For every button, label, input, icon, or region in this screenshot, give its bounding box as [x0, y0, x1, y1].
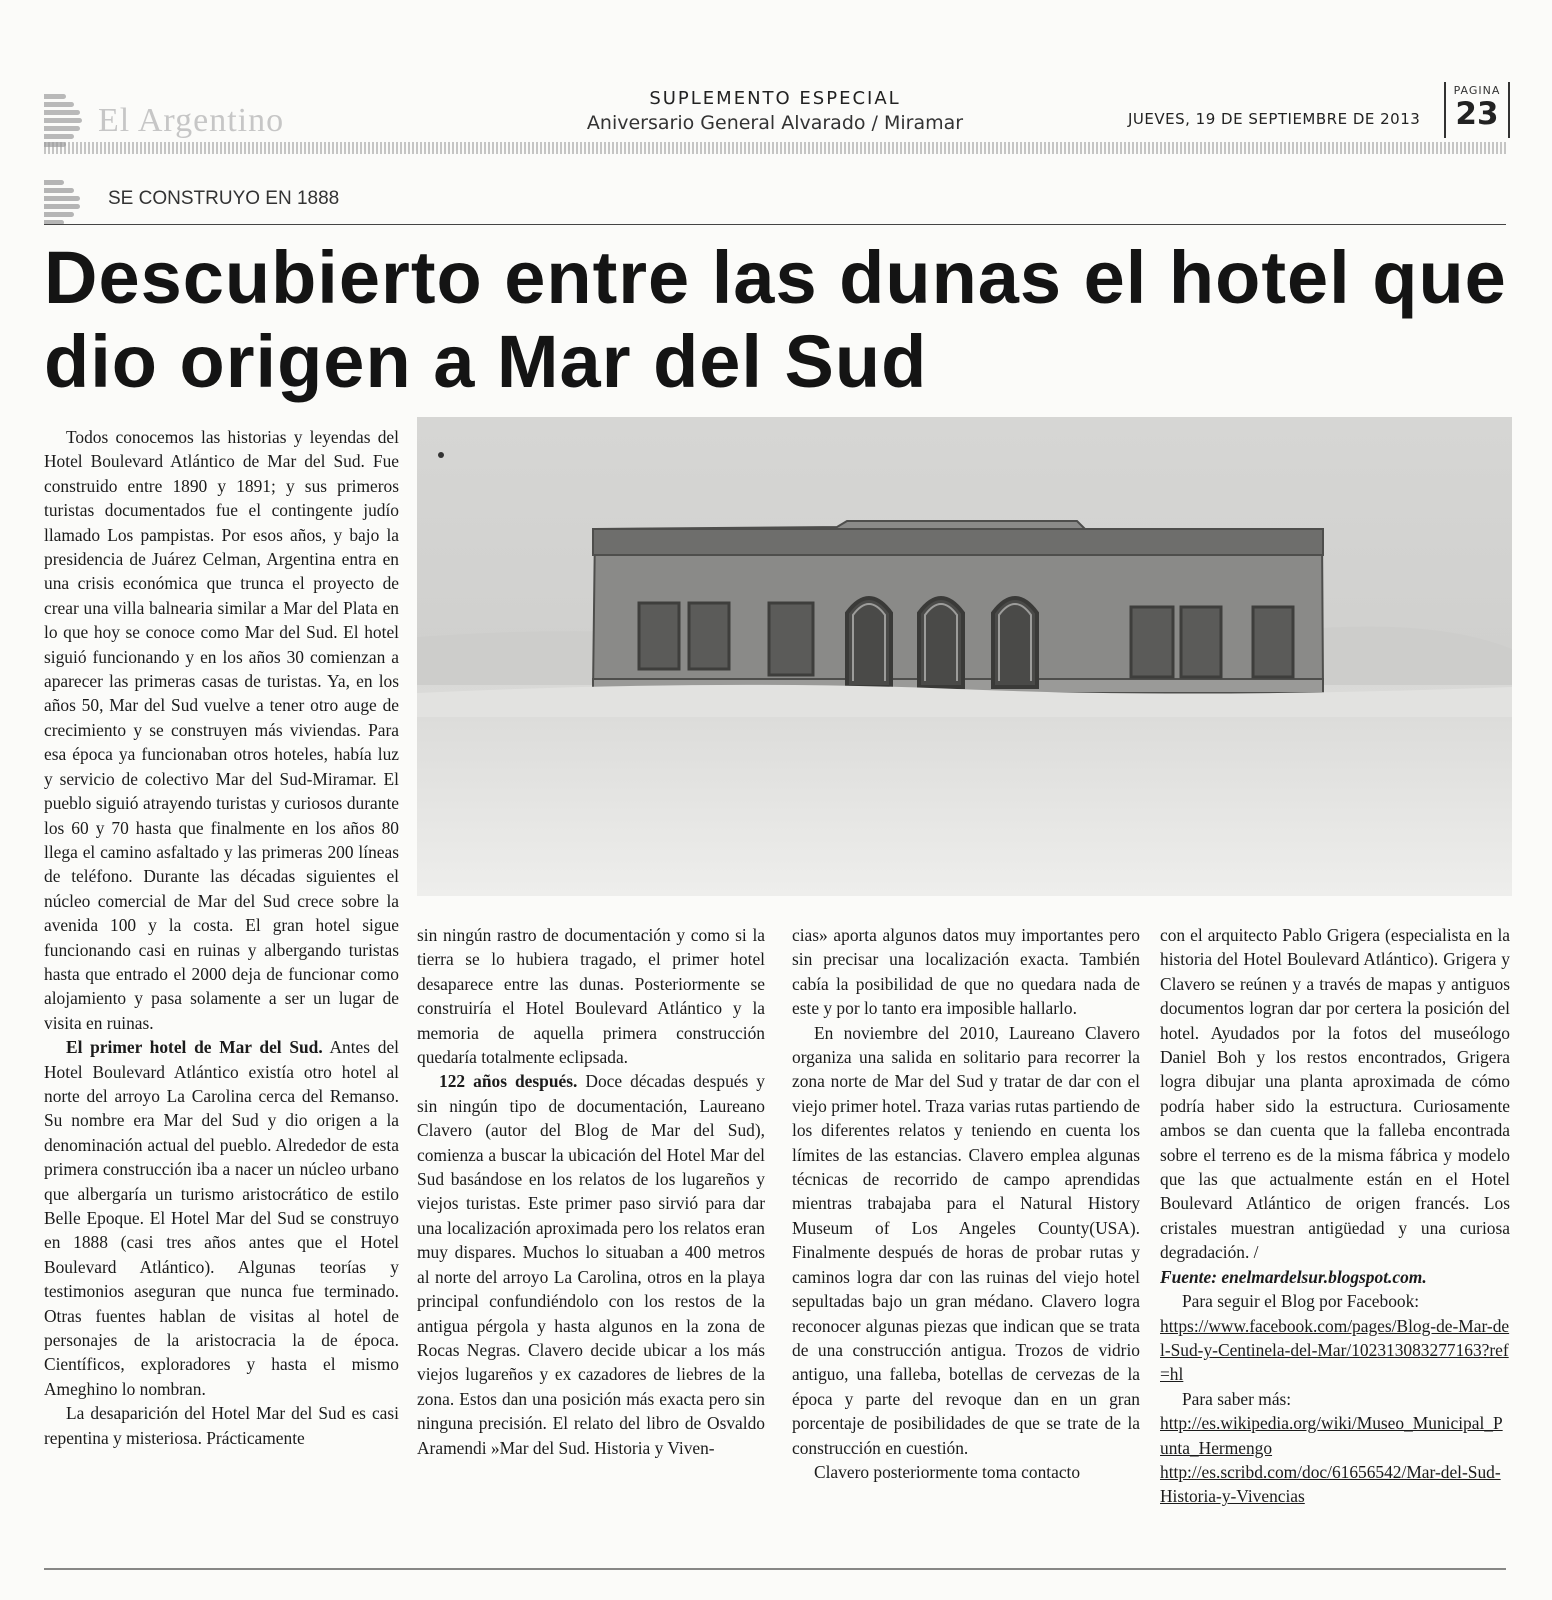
supplement-subtitle: Aniversario General Alvarado / Miramar	[586, 112, 964, 134]
article-column-1	[44, 425, 399, 1450]
column-3-paragraph-2: En noviembre del 2010, Laureano Clavero organiza una salida en solitario para recorrer la zona norte de Mar del Sud y tratar de dar con el viejo primer hotel. Traza varias rutas partiendo de los diferentes relatos y teniendo en cuenta los límites de las estancias. Clavero emplea algunas técnicas de recorrido de campo aprendidas mientras trabajaba para el Natural History Museum of Los Angeles County(USA). Finalmente después de horas de probar rutas y caminos logra dar con las ruinas del viejo hotel sepultadas bajo un gran médano. Clavero logra reconocer algunas piezas que indican que se trata de una construcción antigua. Trozos de vidrio antiguo, una falleba, botellas de cervezas de la época y parte del revoque dan en un gran porcentaje de posibilidades de que se trate de la construcción en cuestión.	[792, 1022, 1140, 1458]
page-label: PAGINA	[1453, 84, 1501, 97]
article-headline: Descubierto entre las dunas el hotel que dio origen a Mar del Sud	[44, 236, 1507, 403]
supplement-header	[565, 88, 985, 134]
column-1-paragraph-3: La desaparición del Hotel Mar del Sud es casi repentina y misteriosa. Prácticamente	[44, 1403, 399, 1448]
column-4-paragraph-1: con el arquitecto Pablo Grigera (especialista en la historia del Hotel Boulevard Atlántico). Grigera y Clavero se reúnen y a través de mapas y antiguos documentos logran dar por certera la posición del hotel. Ayudados por la fotos del museólogo Daniel Boh y los restos encontrados, Grigera logra dibujar una planta aproximada de cómo podría haber sido la estructura. Curiosamente ambos se dan cuenta que la falleba encontrada sobre el terreno es de la misma fábrica y modelo que las que actualmente están en el Hotel Boulevard Atlántico de origen francés. Los cristales muestran antigüedad y una curiosa degradación. /	[1160, 925, 1510, 1263]
scribd-link[interactable]: http://es.scribd.com/doc/61656542/Mar-del-Sud-Historia-y-Vivencias	[1160, 1461, 1501, 1507]
article-source: Fuente: enelmardelsur.blogspot.com.	[1160, 1266, 1427, 1287]
section-subhead-first-hotel: El primer hotel de Mar del Sud.	[66, 1037, 323, 1058]
header-divider	[44, 142, 1506, 154]
section-subhead-122-years: 122 años después.	[439, 1071, 578, 1092]
page-number-box	[1444, 82, 1510, 138]
facebook-label: Para seguir el Blog por Facebook:	[1182, 1291, 1420, 1312]
article-column-2	[417, 923, 765, 1460]
column-3-paragraph-1: cias» aporta algunos datos muy importantes pero sin precisar una localización exacta. También cabía la posibilidad de que no quedara nada de este y por lo tanto era imposible hallarlo.	[792, 925, 1140, 1019]
page-bottom-rule	[44, 1568, 1506, 1570]
column-1-paragraph-1: Todos conocemos las historias y leyendas del Hotel Boulevard Atlántico de Mar del Sud. Fue construido entre 1890 y 1891; y sus primeros turistas documentados fue el contingente judío llamado Los pampistas. Por esos años, y bajo la presidencia de Juárez Celman, Argentina entra en una crisis económica que trunca el proyecto de crear una villa balnearia similar a Mar del Plata en lo que hoy se conoce como Mar del Sud. El hotel siguió funcionando y en los años 30 comienzan a aparecer las primeras casas de turistas. Ya, en los años 50, Mar del Sud vuelve a tener otro auge de crecimiento y se construyen más viviendas. Para esa época ya funcionaban otros hoteles, había luz y servicio de colectivo Mar del Sud-Miramar. El pueblo siguió atrayendo turistas y curiosos durante los 60 y 70 hasta que finalmente en los años 80 llega el camino asfaltado y las primeras 200 líneas de teléfono. Durante las décadas siguientes el núcleo comercial de Mar del Sud crece sobre la avenida 100 y la costa. El gran hotel sigue funcionando casi en ruinas y albergando turistas hasta que entrado el 2000 deja de funcionar como alojamiento y pasa solamente a ser un lugar de visita en ruinas.	[44, 427, 399, 1033]
column-1-paragraph-2	[44, 1035, 399, 1401]
kicker-emblem-icon	[44, 178, 90, 226]
hotel-ruins-illustration	[417, 417, 1512, 896]
column-2-paragraph-2-body: Doce décadas después y sin ningún tipo de documentación, Laureano Clavero (autor del Blog de Mar del Sud), comienza a buscar la ubicación del Hotel Mar del Sud basándose en los relatos de los lugareños y viejos turistas. Este primer paso sirvió para dar una localización aproximada pero los relatos eran muy dispares. Muchos lo situaban a 400 metros al norte del arroyo La Carolina, otros en la playa principal confundiéndolo con los restos de la antigua pérgola y hasta algunos en la zona de Rocas Negras. Clavero decide ubicar a los más viejos lugareños y ex cazadores de liebres de la zona. Estos dan una posición más exacta pero sin ninguna precisión. El relato del libro de Osvaldo Aramendi »Mar del Sud. Historia y Viven-	[417, 1071, 765, 1458]
supplement-title: SUPLEMENTO ESPECIAL	[649, 88, 901, 109]
article-kicker: SE CONSTRUYO EN 1888	[108, 188, 340, 209]
column-2-paragraph-2	[417, 1069, 765, 1460]
column-1-paragraph-2-body: Antes del Hotel Boulevard Atlántico existía otro hotel al norte del arroyo La Carolina cerca del Remanso. Su nombre era Mar del Sud y dio origen a la denominación actual del pueblo. Alrededor de esta primera construcción iba a nacer un núcleo urbano que albergaría un turismo aristocrático de estilo Belle Epoque. El Hotel Mar del Sud se construyo en 1888 (casi tres años antes que el Hotel Boulevard Atlántico). Algunas teorías y testimonios aseguran que nunca fue terminado. Otras fuentes hablan de visitas al hotel de personajes de la aristocracia la de época. Científicos, exploradores y hasta el mismo Ameghino lo nombran.	[44, 1037, 399, 1399]
facebook-link[interactable]: https://www.facebook.com/pages/Blog-de-Mar-del-Sud-y-Centinela-del-Mar/102313083277163?ref=hl	[1160, 1315, 1510, 1385]
issue-date: JUEVES, 19 DE SEPTIEMBRE DE 2013	[1128, 110, 1421, 128]
kicker-divider	[44, 224, 1506, 225]
hotel-ruins-photo	[417, 417, 1512, 896]
wikipedia-link[interactable]: http://es.wikipedia.org/wiki/Museo_Municipal_Punta_Hermengo	[1160, 1413, 1503, 1458]
article-column-4	[1160, 923, 1510, 1509]
logo-text: El Argentino	[98, 102, 285, 139]
article-column-3	[792, 923, 1140, 1484]
more-info-label: Para saber más:	[1182, 1388, 1292, 1409]
column-2-paragraph-1: sin ningún rastro de documentación y como si la tierra se lo hubiera tragado, el primer hotel desaparece entre las dunas. Posteriormente se construiría el Hotel Boulevard Atlántico y la memoria de aquella primera construcción quedaría totalmente eclipsada.	[417, 925, 765, 1068]
page-number: 23	[1455, 96, 1499, 132]
column-3-paragraph-3: Clavero posteriormente toma contacto	[814, 1461, 1081, 1482]
